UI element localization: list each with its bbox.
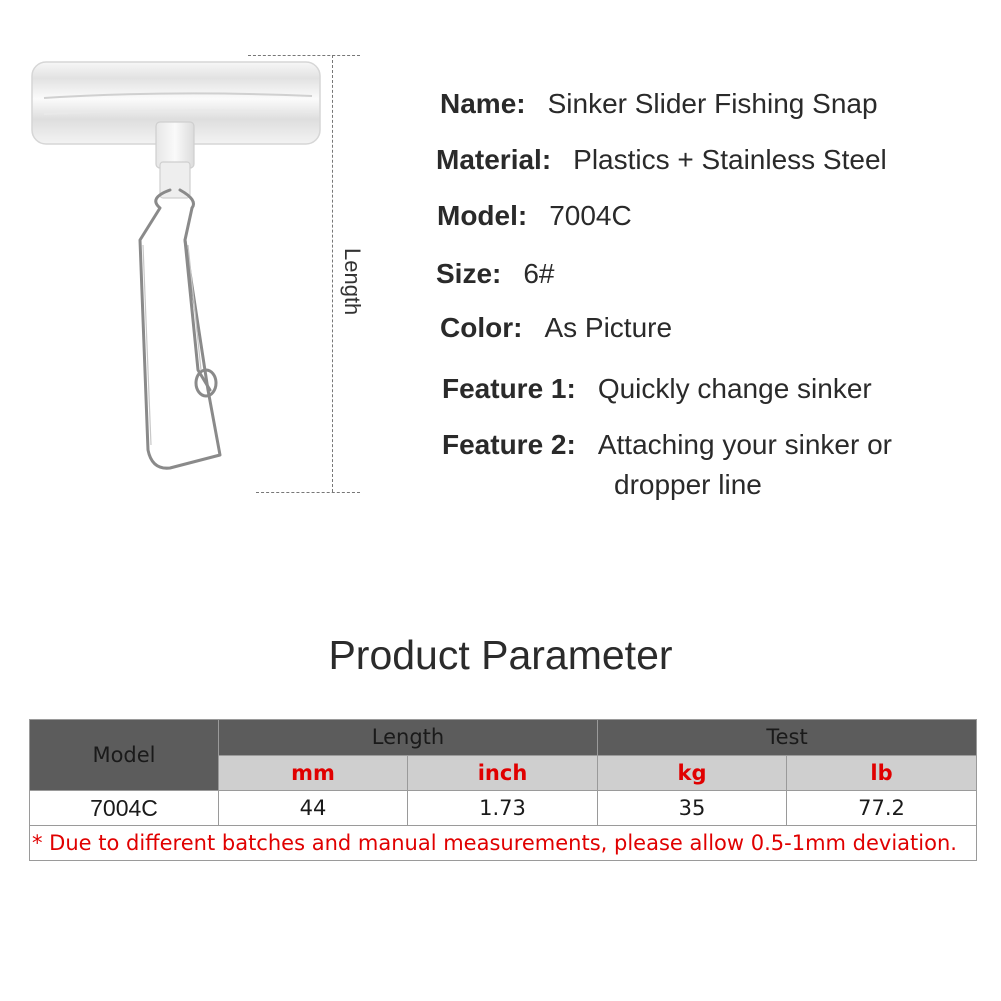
length-bottom-marker <box>256 492 360 493</box>
unit-inch-header: inch <box>408 755 598 791</box>
spec-name-value: Sinker Slider Fishing Snap <box>547 88 878 119</box>
unit-lb-header: lb <box>787 755 977 791</box>
spec-feature-2-continuation <box>614 469 762 501</box>
length-top-marker <box>248 55 360 56</box>
spec-feature-2 <box>442 429 892 461</box>
model-header: Model <box>30 720 219 791</box>
test-header: Test <box>598 720 977 756</box>
spec-name <box>440 88 878 120</box>
row-lb-cell: 77.2 <box>787 791 977 826</box>
product-parameter-title: Product Parameter <box>328 632 673 678</box>
spec-material <box>436 144 887 176</box>
unit-mm-header: mm <box>219 755 408 791</box>
deviation-note: * Due to different batches and manual measurements, please allow 0.5-1mm deviation. <box>30 826 977 861</box>
spec-model <box>437 200 632 232</box>
spec-size <box>436 258 555 290</box>
row-kg-cell: 35 <box>598 791 787 826</box>
spec-size-value: 6# <box>523 258 555 289</box>
spec-feature-2-value-line-2: dropper line <box>614 469 762 500</box>
spec-feature-1 <box>442 373 872 405</box>
spec-name-label: Name: <box>440 88 526 119</box>
length-dimension-label: Length <box>340 248 365 316</box>
spec-feature-2-label: Feature 2: <box>442 429 576 460</box>
unit-kg-header: kg <box>598 755 787 791</box>
spec-material-label: Material: <box>436 144 552 175</box>
spec-color-label: Color: <box>440 312 523 343</box>
spec-material-value: Plastics + Stainless Steel <box>573 144 887 175</box>
spec-color-value: As Picture <box>544 312 673 343</box>
spec-feature-1-value: Quickly change sinker <box>597 373 872 404</box>
spec-feature-1-label: Feature 1: <box>442 373 576 404</box>
row-inch-cell: 1.73 <box>408 791 598 826</box>
spec-model-value: 7004C <box>549 200 632 231</box>
product-parameter-table <box>29 719 977 861</box>
spec-model-label: Model: <box>437 200 528 231</box>
spec-color <box>440 312 672 344</box>
row-model-cell: 7004C <box>30 791 219 826</box>
table-row <box>30 791 977 826</box>
spec-feature-2-value: Attaching your sinker or <box>597 429 892 460</box>
length-header: Length <box>219 720 598 756</box>
length-dimension-line <box>332 55 333 492</box>
spec-size-label: Size: <box>436 258 502 289</box>
row-mm-cell: 44 <box>219 791 408 826</box>
